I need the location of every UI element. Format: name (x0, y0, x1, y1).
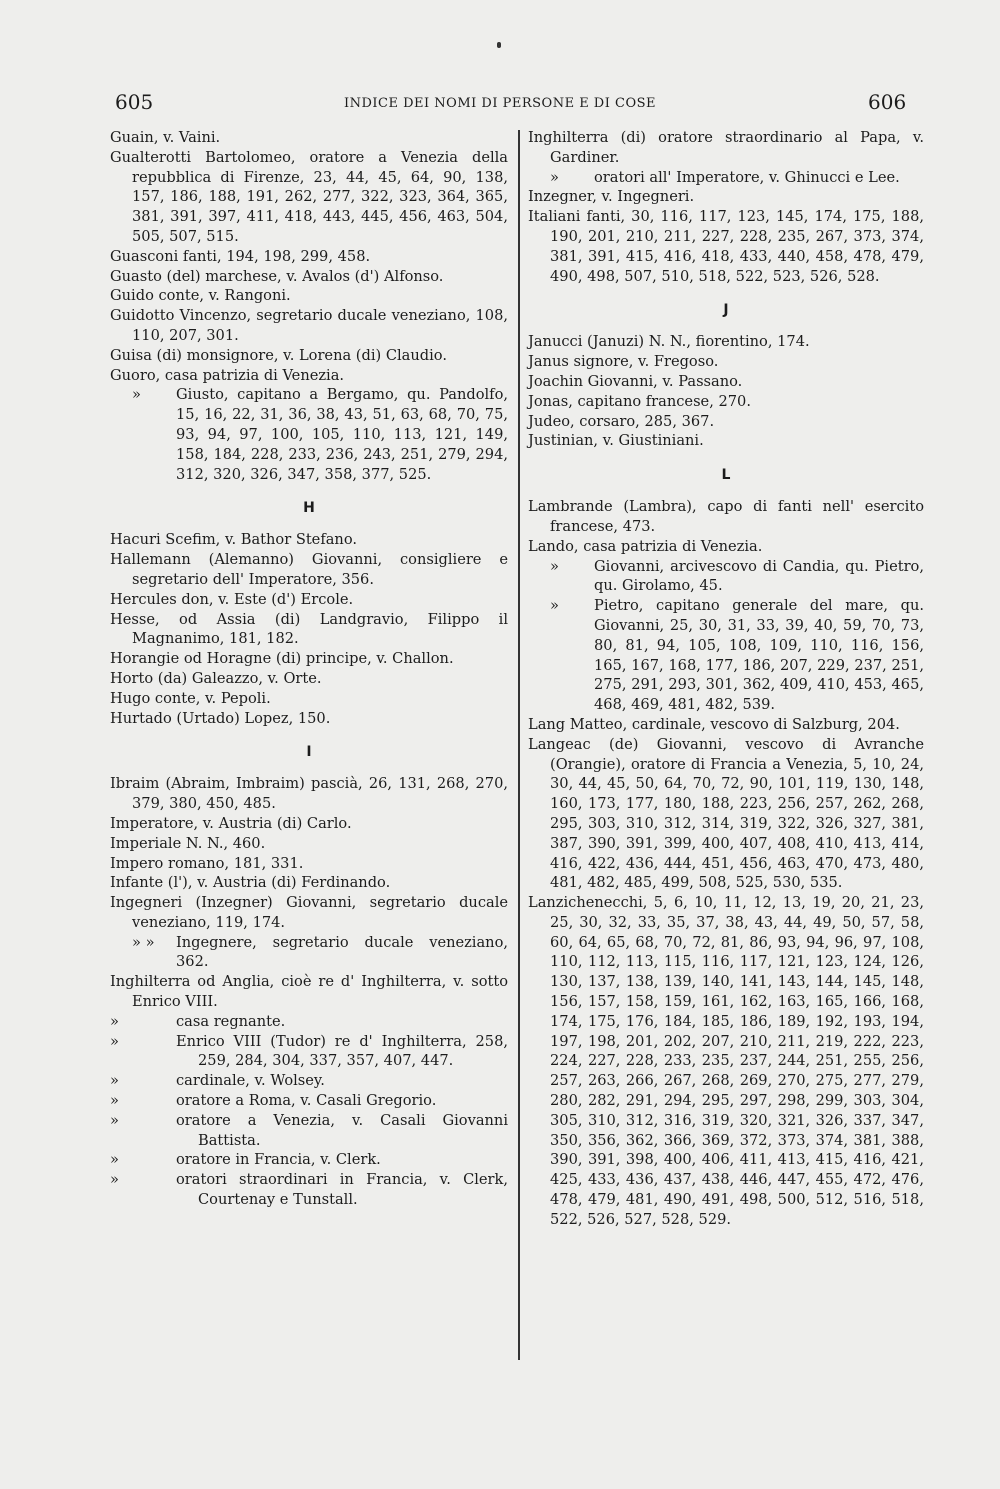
index-entry: Impero romano, 181, 331. (110, 854, 304, 872)
index-entry: Imperiale N. N., 460. (110, 834, 266, 852)
index-entry: Guido conte, v. Rangoni. (110, 287, 291, 305)
index-entry: Hacuri Scefim, v. Bathor Stefano. (110, 531, 357, 549)
index-entry: Inghilterra (di) oratore straordinario al Papa, v. Gardiner. (528, 129, 924, 166)
subentry-text: oratore a Venezia, v. Casali Giovanni Battista. (176, 1111, 508, 1149)
index-entry: Lang Matteo, cardinale, vescovo di Salzburg, 204. (528, 715, 900, 733)
ditto-mark: » (550, 597, 559, 615)
index-entry: Guidotto Vincenzo, segretario ducale veneziano, 108, 110, 207, 301. (110, 307, 508, 344)
left-column (110, 128, 508, 1210)
index-entry: Guoro, casa patrizia di Venezia. (110, 366, 345, 384)
subentry-text: Pietro, capitano generale del mare, qu. Giovanni, 25, 30, 31, 33, 39, 40, 59, 70, 73, 80, 81, 94, 105, 108, 109, 110, 116, 156, 165, 167, 168, 177, 186, 207, 229, 237, 251, 275, 291, 293, 301, 362, 409, 410, 453, 465, 468, 469, 481, 482, 539. (594, 597, 924, 714)
section-letter-i: I (306, 744, 312, 761)
index-entry: Lambrande (Lambra), capo di fanti nell' esercito francese, 473. (528, 498, 924, 535)
index-entry: Hesse, od Assia (di) Landgravio, Filippo il Magnanimo, 181, 182. (110, 610, 508, 648)
subentry-text: Ingegnere, segretario ducale veneziano, 362. (176, 933, 508, 971)
right-column (528, 128, 924, 1230)
subentry-text: Giovanni, arcivescovo di Candia, qu. Pietro, qu. Girolamo, 45. (594, 557, 924, 595)
index-entry: Hallemann (Alemanno) Giovanni, consigliere e segretario dell' Imperatore, 356. (110, 551, 508, 588)
ditto-mark: » (132, 386, 141, 404)
index-subentry (528, 168, 924, 188)
index-subentry (110, 1012, 508, 1032)
index-subentry (110, 1170, 508, 1210)
index-entry: Italiani fanti, 30, 116, 117, 123, 145, 174, 175, 188, 190, 201, 210, 211, 227, 228, 235, 267, 373, 374, 381, 391, 415, 416, 418, 433, 440, 458, 478, 479, 490, 498, 507, 510, 518, 522, 523, 526, 528. (528, 208, 924, 285)
index-entry: Janus signore, v. Fregoso. (528, 353, 719, 371)
section-letter-h: H (303, 500, 315, 517)
subentry-text: oratori straordinari in Francia, v. Clerk, Courtenay e Tunstall. (176, 1171, 508, 1209)
subentry-text: oratore a Roma, v. Casali Gregorio. (176, 1092, 437, 1110)
ditto-mark: » (110, 1072, 119, 1090)
subentry-text: Enrico VIII (Tudor) re d' Inghilterra, 258, 259, 284, 304, 337, 357, 407, 447. (176, 1032, 508, 1070)
index-entry: Guasconi fanti, 194, 198, 299, 458. (110, 247, 371, 265)
index-subentry (110, 1071, 508, 1091)
index-entry: Lando, casa patrizia di Venezia. (528, 537, 763, 555)
index-entry: Hugo conte, v. Pepoli. (110, 689, 271, 707)
ditto-mark: » (550, 557, 559, 575)
ink-speck (497, 42, 501, 48)
subentry-text: oratore in Francia, v. Clerk. (176, 1151, 381, 1169)
index-entry: Inzegner, v. Ingegneri. (528, 188, 695, 206)
index-entry: Guasto (del) marchese, v. Avalos (d') Alfonso. (110, 267, 444, 285)
column-divider (518, 130, 520, 1360)
ditto-mark: » (110, 1012, 119, 1030)
ditto-mark: » » (132, 933, 155, 951)
index-entry: Inghilterra od Anglia, cioè re d' Inghilterra, v. sotto Enrico VIII. (110, 973, 508, 1011)
subentry-text: casa regnante. (176, 1012, 286, 1030)
index-entry: Guain, v. Vaini. (110, 129, 221, 146)
index-subentry (528, 596, 924, 715)
page-header (0, 90, 1000, 114)
index-subentry (528, 557, 924, 597)
index-entry: Guisa (di) monsignore, v. Lorena (di) Claudio. (110, 346, 447, 364)
subentry-text: cardinale, v. Wolsey. (176, 1072, 325, 1090)
index-entry: Infante (l'), v. Austria (di) Ferdinando. (110, 874, 391, 892)
running-title: INDICE DEI NOMI DI PERSONE E DI COSE (343, 96, 657, 111)
index-entry: Hurtado (Urtado) Lopez, 150. (110, 709, 331, 727)
index-entry: Janucci (Januzi) N. N., fiorentino, 174. (528, 333, 810, 351)
index-entry: Lanzichenecchi, 5, 6, 10, 11, 12, 13, 19, 20, 21, 23, 25, 30, 32, 33, 35, 37, 38, 43, 44, 49, 50, 57, 58, 60, 64, 65, 68, 70, 72, 81, 86, 93, 94, 96, 97, 108, 110, 112, 113, 115, 116, 117, 121, 123, 124, 126, 130, 137, 138, 139, 140, 141, 143, 144, 145, 148, 156, 157, 158, 159, 161, 162, 163, 165, 166, 168, 174, 175, 176, 184, 185, 186, 189, 192, 193, 194, 197, 198, 201, 202, 207, 210, 211, 219, 222, 223, 224, 227, 228, 233, 235, 237, 244, 251, 255, 256, 257, 263, 266, 267, 268, 269, 270, 275, 277, 279, 280, 282, 291, 294, 295, 297, 298, 299, 303, 304, 305, 310, 312, 316, 319, 320, 321, 326, 337, 347, 350, 356, 362, 366, 369, 372, 373, 374, 381, 388, 390, 391, 398, 400, 406, 411, 413, 415, 416, 421, 425, 433, 436, 437, 438, 446, 447, 455, 472, 476, 478, 479, 481, 490, 491, 498, 500, 512, 516, 518, 522, 526, 527, 528, 529. (528, 894, 924, 1228)
index-subentry (110, 1150, 508, 1170)
ditto-mark: » (110, 1151, 119, 1169)
section-letter-l: L (721, 467, 731, 484)
index-entry: Hercules don, v. Este (d') Ercole. (110, 590, 354, 608)
ditto-mark: » (110, 1092, 119, 1110)
ditto-mark: » (110, 1111, 119, 1129)
index-entry: Imperatore, v. Austria (di) Carlo. (110, 814, 352, 832)
ditto-mark: » (550, 168, 559, 186)
index-entry: Horangie od Horagne (di) principe, v. Challon. (110, 650, 454, 668)
index-subentry (110, 1111, 508, 1151)
ditto-mark: » (110, 1032, 119, 1050)
index-entry: Joachin Giovanni, v. Passano. (528, 372, 743, 390)
subentry-text: oratori all' Imperatore, v. Ghinucci e Lee. (594, 168, 900, 186)
left-page-number: 605 (115, 90, 154, 114)
index-entry: Langeac (de) Giovanni, vescovo di Avranche (Orangie), oratore di Francia a Venezia, 5, 10, 24, 30, 44, 45, 50, 64, 70, 72, 90, 101, 119, 130, 148, 160, 173, 177, 180, 188, 223, 256, 257, 262, 268, 295, 303, 310, 312, 314, 319, 322, 326, 327, 381, 387, 390, 391, 399, 400, 407, 408, 410, 413, 414, 416, 422, 436, 444, 451, 456, 463, 470, 473, 480, 481, 482, 485, 499, 508, 525, 530, 535. (528, 735, 924, 892)
index-subentry (110, 1091, 508, 1111)
index-entry: Jonas, capitano francese, 270. (528, 392, 751, 410)
index-entry: Gualterotti Bartolomeo, oratore a Venezia della repubblica di Firenze, 23, 44, 45, 64, 90, 138, 157, 186, 188, 191, 262, 277, 322, 323, 364, 365, 381, 391, 397, 411, 418, 443, 445, 456, 463, 504, 505, 507, 515. (110, 148, 508, 245)
ditto-mark: » (110, 1171, 119, 1189)
index-subentry (110, 385, 508, 484)
index-entry: Ingegneri (Inzegner) Giovanni, segretario ducale veneziano, 119, 174. (110, 894, 508, 931)
index-entry: Judeo, corsaro, 285, 367. (528, 412, 715, 430)
section-letter-j: J (723, 302, 729, 319)
index-entry: Ibraim (Abraim, Imbraim) pascià, 26, 131, 268, 270, 379, 380, 450, 485. (110, 775, 508, 813)
index-subentry (110, 933, 508, 973)
index-subentry (110, 1032, 508, 1072)
index-entry: Horto (da) Galeazzo, v. Orte. (110, 669, 322, 687)
right-page-number: 606 (868, 90, 907, 114)
index-entry: Justinian, v. Giustiniani. (528, 432, 704, 450)
subentry-text: Giusto, capitano a Bergamo, qu. Pandolfo, 15, 16, 22, 31, 36, 38, 43, 51, 63, 68, 70, 75, 93, 94, 97, 100, 105, 110, 113, 121, 149, 158, 184, 228, 233, 236, 243, 251, 279, 294, 312, 320, 326, 347, 358, 377, 525. (176, 386, 508, 483)
